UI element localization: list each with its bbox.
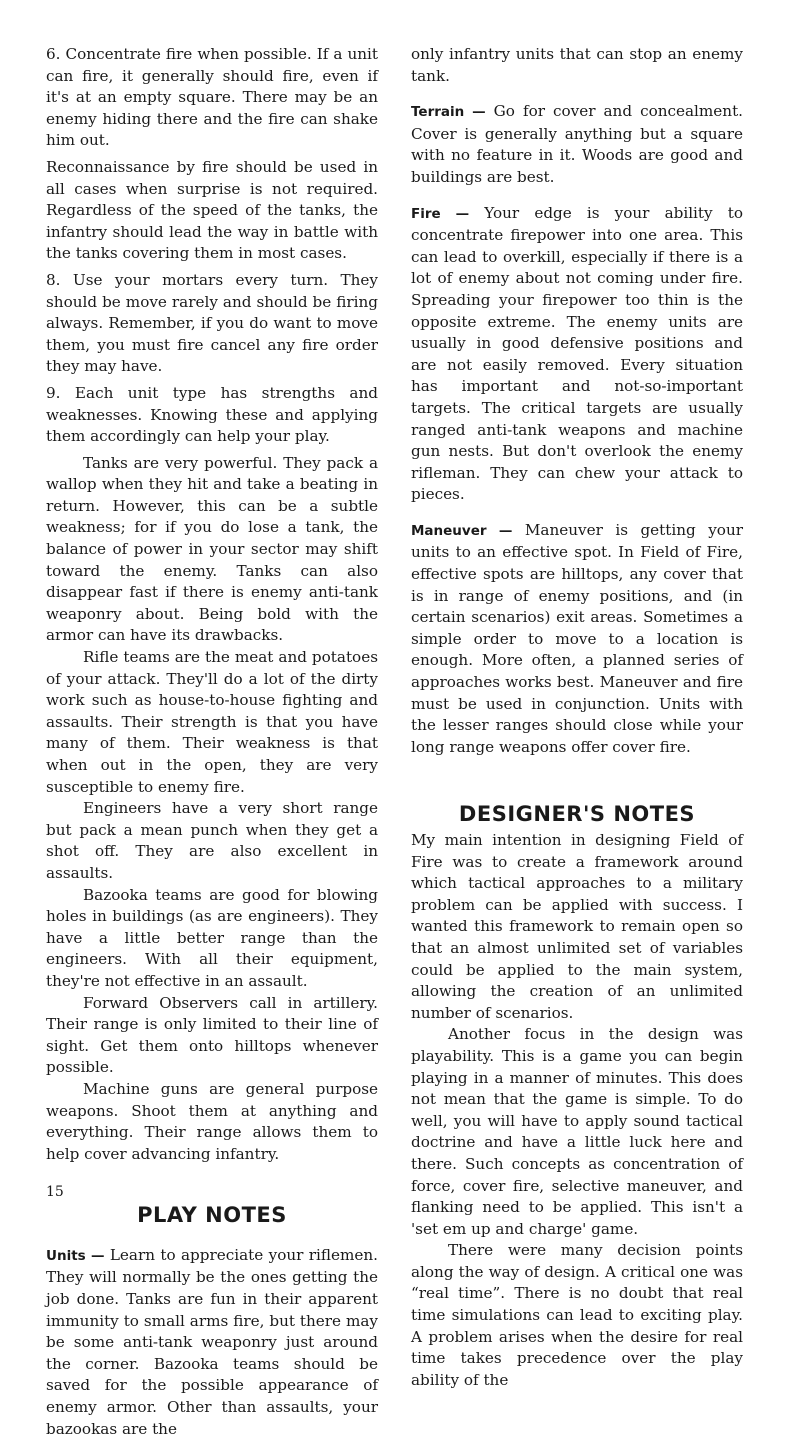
right-column [411, 44, 743, 1391]
units-lead: Units — [46, 1247, 105, 1264]
paragraph-fire [411, 203, 743, 506]
paragraph-designer-2: Another focus in the design was playability. This is a game you can begin playing in a manner of minutes. This does not mean that the game is simple. To do well, you will have to apply sound tactical doctrine and have a little luck here and there. Such concepts as concentration of force, cover fire, selective maneuver, and flanking need to be applied. This isn't a 'set em up and charge' game. [411, 1025, 743, 1238]
terrain-text: Go for cover and concealment. Cover is generally anything but a square with no feature in it. Woods are good and buildings are best. [411, 102, 744, 186]
designers-notes-heading: DESIGNER'S NOTES [458, 802, 696, 827]
paragraph-designer-3: There were many decision points along the way of design. A critical one was “real time”. There is no doubt that real time simulations can lead to exciting play. A problem arises when the desire for real time takes precedence over the play ability of the [411, 1241, 743, 1389]
paragraph-terrain [411, 101, 743, 188]
paragraph-engineers: Engineers have a very short range but pack a mean punch when they get a shot off. They are also excellent in assaults. [46, 799, 378, 882]
paragraph-rifle-teams: Rifle teams are the meat and potatoes of your attack. They'll do a lot of the dirty work such as house-to-house fighting and assaults. Their strength is that you have many of them. Their weakness is that when out in the open, they are very susceptible to enemy fire. [46, 648, 378, 796]
paragraph-reconnaissance: Reconnaissance by fire should be used in all cases when surprise is not required. Regardless of the speed of the tanks, the infantry should lead the way in battle with the tanks covering them in most cases. [46, 157, 378, 263]
page-number: 15 [46, 1184, 64, 1200]
paragraph-item-6: 6. Concentrate fire when possible. If a unit can fire, it generally should fire, even if it's at an empty square. There may be an enemy hiding there and the fire can shake him out. [46, 45, 378, 150]
maneuver-text: Maneuver is getting your units to an effective spot. In Field of Fire, effective spots are hilltops, any cover that is in range of enemy positions, and (in certain scenarios) exit areas. Sometimes a simple order to move to a location is enough. More often, a planned series of approaches works best. Maneuver and fire must be used in conjunction. Units with the lesser ranges should close while your long range weapons offer cover fire. [411, 520, 743, 756]
maneuver-lead: Maneuver — [411, 522, 513, 539]
left-column [46, 44, 378, 1445]
paragraph-machine-guns: Machine guns are general purpose weapons. Shoot them at anything and everything. Their range allows them to help cover advancing infantry. [46, 1079, 378, 1163]
play-notes-heading: PLAY NOTES [137, 1203, 287, 1228]
units-text: Learn to appreciate your riflemen. They will normally be the ones getting the job done. Tanks are fun in their apparent immunity to small arms fire, but there may be some anti-tank weaponry just around the corner. Bazooka teams should be saved for the possible appearance of enemy armor. Other than assaults, your bazookas are the [46, 1245, 379, 1438]
paragraph-maneuver [411, 520, 743, 759]
fire-lead: Fire — [411, 205, 470, 222]
paragraph-designer-1: My main intention in designing Field of Fire was to create a framework around which tactical approaches to a military problem can be applied with success. I wanted this framework to remain open so that an almost unlimited set of variables could be applied to the main system, allowing the creation of an unlimited number of scenarios. [411, 831, 743, 1022]
fire-text: Your edge is your ability to concentrate firepower into one area. This can lead to overkill, especially if there is a lot of enemy about not coming under fire. Spreading your firepower too thin is the opposite extreme. The enemy units are usually in good defensive positions and are not easily removed. Every situation has important and not-so-important targets. The critical targets are usually ranged anti-tank weapons and machine gun nests. But don't overlook the enemy rifleman. They can chew your attack to pieces. [411, 203, 743, 504]
paragraph-units-continued: only infantry units that can stop an enemy tank. [411, 45, 743, 85]
paragraph-units [46, 1245, 378, 1440]
paragraph-forward-observers: Forward Observers call in artillery. Their range is only limited to their line of sight. Get them onto hilltops whenever possible. [46, 993, 378, 1077]
terrain-lead: Terrain — [411, 104, 486, 121]
paragraph-bazooka: Bazooka teams are good for blowing holes in buildings (as are engineers). They have a little better range than the engineers. With all their equipment, they're not effective in an assault. [46, 885, 378, 990]
paragraph-item-8: 8. Use your mortars every turn. They should be move rarely and should be firing always. Remember, if you do want to move them, you must fire cancel any fire order they may have. [46, 270, 378, 376]
paragraph-item-9: 9. Each unit type has strengths and weaknesses. Knowing these and applying them accordingly can help your play. [46, 383, 378, 446]
paragraph-tanks: Tanks are very powerful. They pack a wallop when they hit and take a beating in return. However, this can be a subtle weakness; for if you do lose a tank, the balance of power in your sector may shift toward the enemy. Tanks can also disappear fast if there is enemy anti-tank weaponry about. Being bold with the armor can have its drawbacks. [46, 453, 378, 645]
